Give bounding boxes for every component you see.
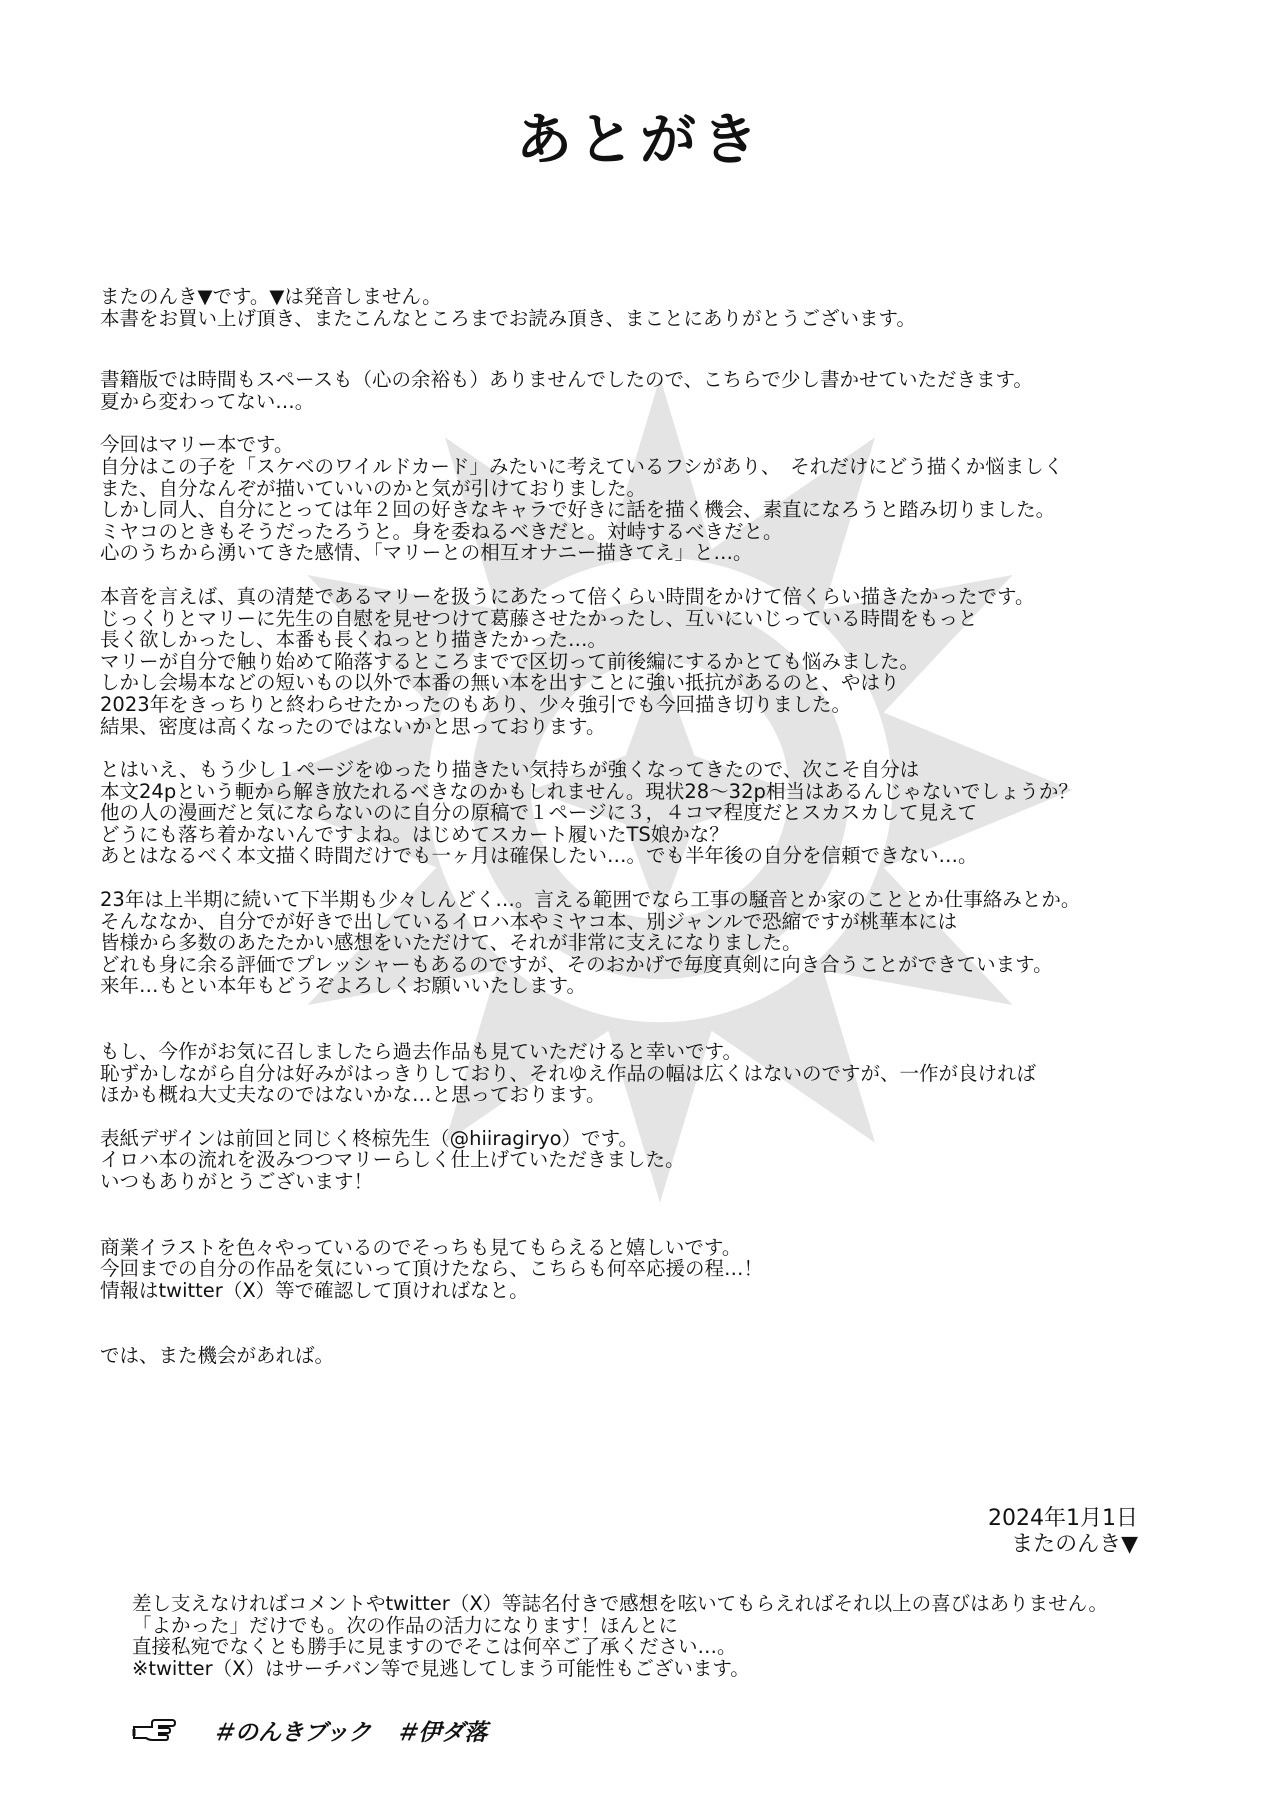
text-line: 来年…もとい本年もどうぞよろしくお願いいたします。 bbox=[100, 974, 586, 998]
footer-line: ※twitter（X）はサーチバン等で見逃してしまう可能性もございます。 bbox=[132, 1656, 750, 1680]
text-line: 他の人の漫画だと気にならないのに自分の原稿で１ページに３，４コマ程度だとスカスカして見えて bbox=[100, 801, 978, 825]
hashtag-nonki-book[interactable]: ＃のんきブック bbox=[212, 1720, 372, 1746]
paragraph-year bbox=[100, 889, 1200, 997]
pointing-hand-icon bbox=[132, 1717, 176, 1745]
signature-date: 2024年1月1日 bbox=[988, 1506, 1138, 1531]
paragraph-closing bbox=[100, 1345, 1200, 1367]
text-line: 書籍版では時間もスペースも（心の余裕も）ありませんでしたので、こちらで少し書かせていただきます。 bbox=[100, 368, 1033, 392]
text-line: あとはなるべく本文描く時間だけでも一ヶ月は確保したい…。でも半年後の自分を信頼できない…。 bbox=[100, 844, 978, 868]
text-line: 夏から変わってない…。 bbox=[100, 389, 315, 413]
signature-author: またのんき▼ bbox=[1011, 1532, 1138, 1557]
footer-line: 「よかった」だけでも。次の作品の活力になります！ほんとに bbox=[132, 1613, 679, 1637]
text-line: 本音を言えば、真の清楚であるマリーを扱うにあたって倍くらい時間をかけて倍くらい描きたかったです。 bbox=[100, 584, 1035, 608]
paragraph-cover bbox=[100, 1128, 1200, 1193]
afterword-body bbox=[100, 286, 1200, 1367]
text-line: ほかも概ね大丈夫なのではないかな…と思っております。 bbox=[100, 1083, 606, 1107]
paragraph-past-works bbox=[100, 1041, 1200, 1106]
paragraph-commercial bbox=[100, 1237, 1200, 1302]
text-line: 結果、密度は高くなったのではないかと思っております。 bbox=[100, 714, 606, 738]
text-line: また、自分なんぞが描いていいのかと気が引けておりました。 bbox=[100, 476, 647, 500]
text-line: 情報はtwitter（X）等で確認して頂ければなと。 bbox=[100, 1278, 529, 1302]
signature bbox=[988, 1506, 1138, 1558]
text-line: どうにも落ち着かないんですよね。はじめてスカート履いたTS娘かな？ bbox=[100, 822, 729, 846]
text-line: しかし同人、自分にとっては年２回の好きなキャラで好きに話を描く機会、素直になろうと踏み切りました。 bbox=[100, 498, 1056, 522]
text-line: 皆様から多数のあたたかい感想をいただけて、それが非常に支えになりました。 bbox=[100, 931, 802, 955]
text-line: イロハ本の流れを汲みつつマリーらしく仕上げていただきました。 bbox=[100, 1148, 685, 1172]
text-line: そんななか、自分でが好きで出しているイロハ本やミヤコ本、別ジャンルで恐縮ですが桃華本には bbox=[100, 909, 958, 933]
text-line: 本書をお買い上げ頂き、またこんなところまでお読み頂き、まことにありがとうございます。 bbox=[100, 306, 916, 330]
text-line: 今回はマリー本です。 bbox=[100, 433, 294, 457]
text-line: 2023年をきっちりと終わらせたかったのもあり、少々強引でも今回描き切りました。 bbox=[100, 692, 852, 716]
text-line: 心のうちから湧いてきた感情、「マリーとの相互オナニー描きてえ」と…。 bbox=[100, 541, 753, 565]
page-title: あとがき bbox=[516, 107, 764, 173]
footer-note bbox=[132, 1593, 1232, 1679]
text-line: いつもありがとうございます！ bbox=[100, 1170, 374, 1193]
text-line: 表紙デザインは前回と同じく柊椋先生（@hiiragiryo）です。 bbox=[100, 1126, 639, 1150]
footer-line: 直接私宛でなくとも勝手に見ますのでそこは何卒ご了承ください…。 bbox=[132, 1635, 737, 1659]
text-line: 本文24pという軛から解き放たれるべきなのかもしれません。現状28〜32p相当はあるんじゃないでしょうか？ bbox=[100, 779, 1078, 803]
text-line: 長く欲しかったし、本番も長くねっとり描きたかった…。 bbox=[100, 628, 608, 652]
text-line: またのんき▼です。▼は発音しません。 bbox=[100, 285, 442, 308]
paragraph-marie bbox=[100, 434, 1200, 564]
hashtag-idaraku[interactable]: ＃伊ダ落 bbox=[395, 1720, 488, 1746]
text-line: 今回までの自分の作品を気にいって頂けたなら、こちらも何卒応援の程…！ bbox=[100, 1257, 764, 1281]
hashtag-row bbox=[132, 1714, 511, 1747]
text-line: 商業イラストを色々やっているのでそっちも見てもらえると嬉しいです。 bbox=[100, 1235, 742, 1259]
text-line: 恥ずかしながら自分は好みがはっきりしており、それゆえ作品の幅は広くはないのですが、一作が良ければ bbox=[100, 1061, 1037, 1085]
paragraph-pages bbox=[100, 759, 1200, 867]
text-line: 自分はこの子を「スケベのワイルドカード」みたいに考えているフシがあり、 それだけにどう描くか悩ましく bbox=[100, 454, 1064, 478]
text-line: しかし会場本などの短いもの以外で本番の無い本を出すことに強い抵抗があるのと、やはり bbox=[100, 671, 900, 695]
text-line: とはいえ、もう少し１ページをゆったり描きたい気持ちが強くなってきたので、次こそ自分は bbox=[100, 758, 920, 782]
text-line: マリーが自分で触り始めて陥落するところまでで区切って前後編にするかとても悩みました。 bbox=[100, 649, 920, 673]
text-line: もし、今作がお気に召しましたら過去作品も見ていただけると幸いです。 bbox=[100, 1040, 742, 1064]
text-line: 23年は上半期に続いて下半期も少々しんどく…。言える範囲でなら工事の騒音とか家のこととか仕事絡みとか。 bbox=[100, 888, 1081, 912]
paragraph-honest bbox=[100, 586, 1200, 737]
text-line: では、また機会があれば。 bbox=[100, 1344, 335, 1368]
text-line: どれも身に余る評価でプレッシャーもあるのですが、そのおかげで毎度真剣に向き合うことができています。 bbox=[100, 952, 1053, 976]
paragraph-intro bbox=[100, 369, 1200, 412]
text-line: ミヤコのときもそうだったろうと。身を委ねるべきだと。対峙するべきだと。 bbox=[100, 519, 783, 543]
text-line: じっくりとマリーに先生の自慰を見せつけて葛藤させたかったし、互いにいじっている時間をもっと bbox=[100, 606, 978, 630]
paragraph-greeting bbox=[100, 286, 1200, 329]
footer-line: 差し支えなければコメントやtwitter（X）等誌名付きで感想を呟いてもらえればそれ以上の喜びはありません。 bbox=[132, 1592, 1108, 1615]
